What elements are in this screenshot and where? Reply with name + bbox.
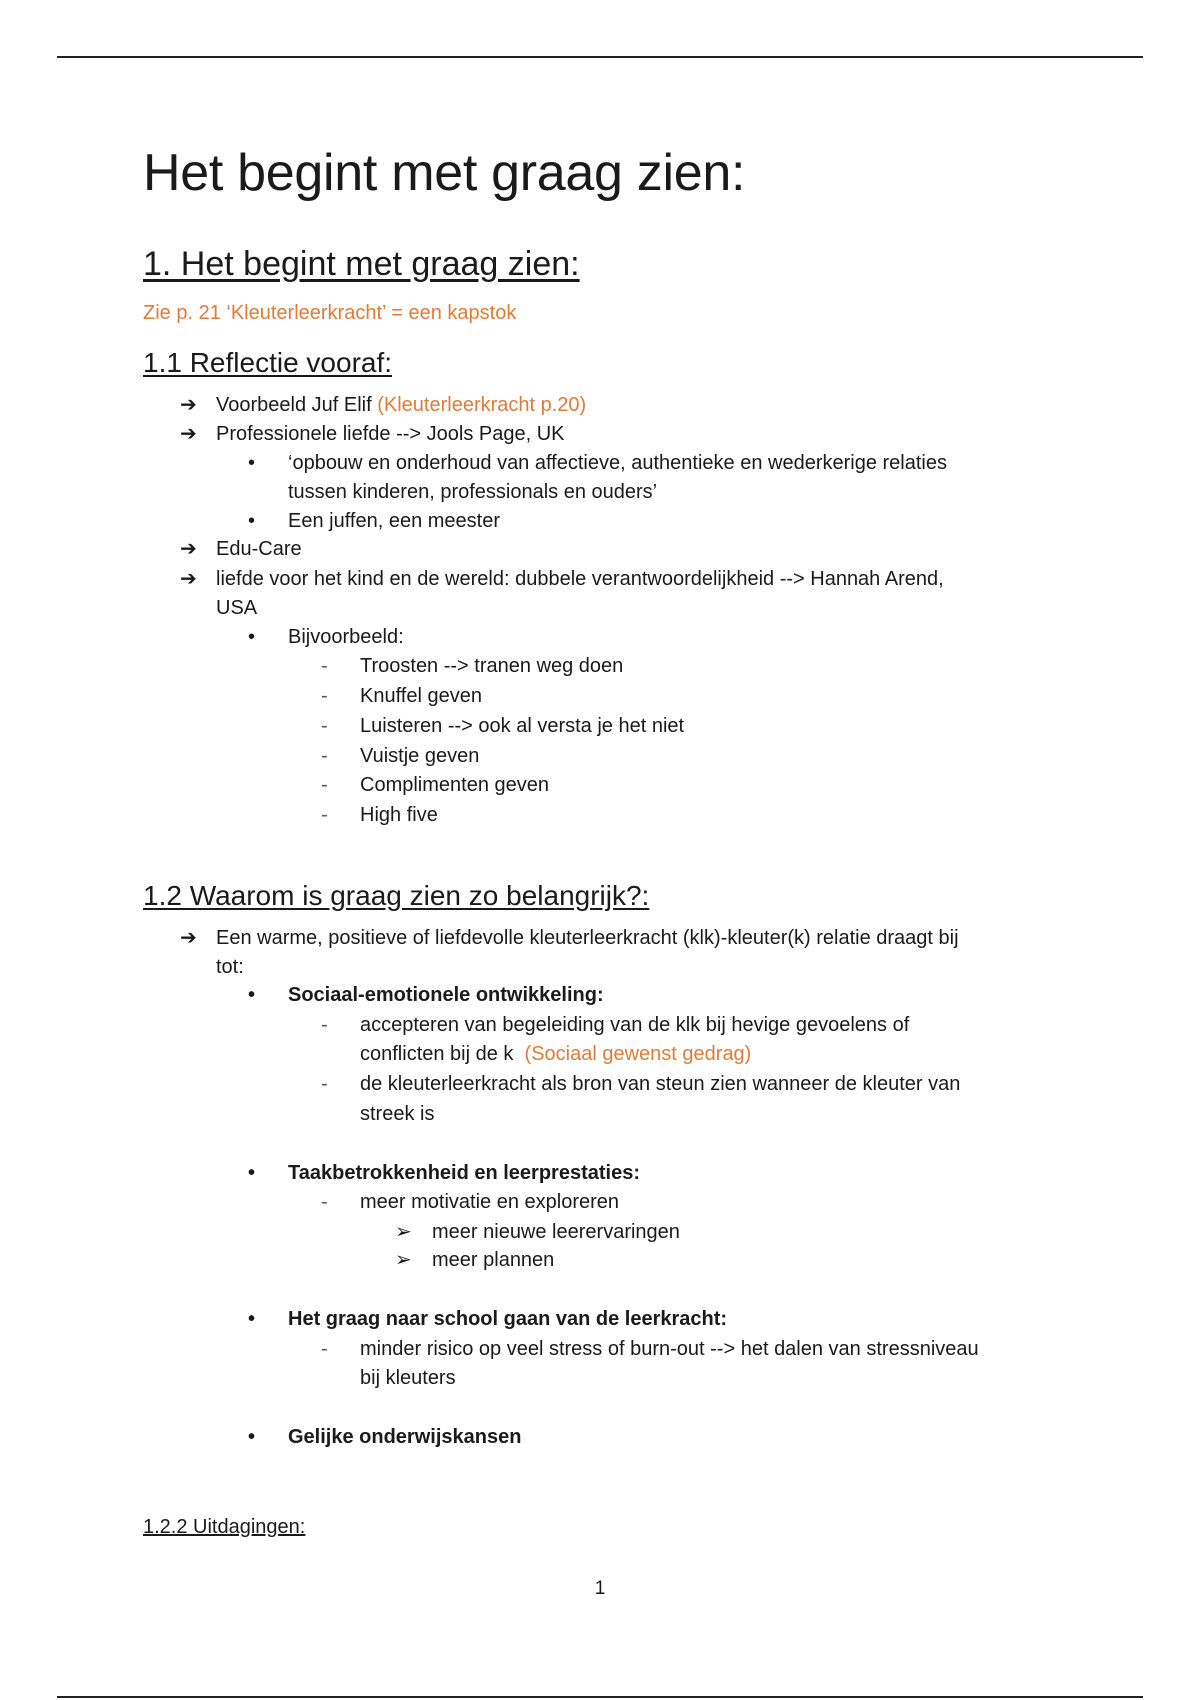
- list-item: - meer motivatie en exploreren: [360, 1188, 619, 1216]
- list-item: • ‘opbouw en onderhoud van affectieve, authentieke en wederkerige relaties: [288, 449, 947, 477]
- list-item: ➔ Professionele liefde --> Jools Page, UK: [216, 420, 565, 448]
- dash-icon: -: [321, 745, 328, 767]
- list-item: - Knuffel geven: [360, 682, 482, 710]
- list-item: - de kleuterleerkracht als bron van steun zien wanneer de kleuter van: [360, 1070, 960, 1098]
- list-item: - Luisteren --> ook al versta je het niet: [360, 712, 684, 740]
- bullet-icon: •: [248, 984, 256, 1006]
- list-item: • Gelijke onderwijskansen: [288, 1423, 521, 1451]
- reference-text: (Sociaal gewenst gedrag): [524, 1043, 752, 1065]
- list-item: - Troosten --> tranen weg doen: [360, 652, 623, 680]
- bottom-rule: [57, 1696, 1143, 1698]
- dash-icon: -: [321, 1014, 328, 1036]
- dash-icon: -: [321, 774, 328, 796]
- chevron-right-icon: ➢: [395, 1249, 412, 1271]
- chevron-right-icon: ➢: [395, 1221, 412, 1243]
- arrow-icon: ➔: [180, 394, 197, 416]
- bullet-icon: •: [248, 626, 256, 648]
- dash-icon: -: [321, 685, 328, 707]
- bullet-icon: •: [248, 510, 256, 532]
- subsection-heading-1-2-2: 1.2.2 Uitdagingen:: [143, 1516, 306, 1538]
- list-item: ➔ Voorbeeld Juf Elif (Kleuterleerkracht p.20): [216, 391, 586, 419]
- list-item: ➔ liefde voor het kind en de wereld: dubbele verantwoordelijkheid --> Hannah Arend,: [216, 565, 944, 593]
- arrow-icon: ➔: [180, 538, 197, 560]
- bullet-icon: •: [248, 1162, 256, 1184]
- list-item: - accepteren van begeleiding van de klk bij hevige gevoelens of: [360, 1011, 909, 1039]
- list-item: ➢ meer plannen: [432, 1246, 554, 1274]
- list-item: • Bijvoorbeeld:: [288, 623, 404, 651]
- list-item: - Complimenten geven: [360, 771, 549, 799]
- list-item: - minder risico op veel stress of burn-out --> het dalen van stressniveau: [360, 1335, 979, 1363]
- subsection-heading-1-1: 1.1 Reflectie vooraf:: [143, 347, 393, 378]
- bullet-icon: •: [248, 1426, 256, 1448]
- arrow-icon: ➔: [180, 568, 197, 590]
- list-item: - High five: [360, 801, 438, 829]
- list-item-continuation: streek is: [360, 1103, 435, 1125]
- list-item: ➢ meer nieuwe leerervaringen: [432, 1218, 680, 1246]
- list-item-continuation: tussen kinderen, professionals en ouders’: [288, 481, 658, 503]
- list-item-continuation: bij kleuters: [360, 1367, 456, 1389]
- dash-icon: -: [321, 715, 328, 737]
- list-item: ➔ Edu-Care: [216, 535, 302, 563]
- section-note: Zie p. 21 ‘Kleuterleerkracht’ = een kapstok: [143, 302, 517, 324]
- dash-icon: -: [321, 1191, 328, 1213]
- bullet-icon: •: [248, 452, 256, 474]
- document-title: Het begint met graag zien:: [143, 144, 746, 202]
- page-number: 1: [594, 1578, 606, 1599]
- list-item: • Het graag naar school gaan van de leerkracht:: [288, 1305, 727, 1333]
- list-item-continuation: tot:: [216, 956, 244, 978]
- list-item-continuation: USA: [216, 597, 258, 619]
- list-item: • Taakbetrokkenheid en leerprestaties:: [288, 1159, 640, 1187]
- subsection-heading-1-2: 1.2 Waarom is graag zien zo belangrijk?:: [143, 880, 650, 911]
- bullet-icon: •: [248, 1308, 256, 1330]
- top-rule: [57, 56, 1143, 58]
- list-item: ➔ Een warme, positieve of liefdevolle kleuterleerkracht (klk)-kleuter(k) relatie draagt bij: [216, 924, 959, 952]
- list-item-continuation: conflicten bij de k (Sociaal gewenst gedrag): [360, 1043, 752, 1065]
- list-item: • Sociaal-emotionele ontwikkeling:: [288, 981, 604, 1009]
- arrow-icon: ➔: [180, 927, 197, 949]
- dash-icon: -: [321, 804, 328, 826]
- list-item: - Vuistje geven: [360, 742, 479, 770]
- dash-icon: -: [321, 1073, 328, 1095]
- reference-text: (Kleuterleerkracht p.20): [377, 394, 587, 416]
- dash-icon: -: [321, 655, 328, 677]
- list-item: • Een juffen, een meester: [288, 507, 500, 535]
- dash-icon: -: [321, 1338, 328, 1360]
- section-heading-1: 1. Het begint met graag zien:: [143, 245, 580, 283]
- arrow-icon: ➔: [180, 423, 197, 445]
